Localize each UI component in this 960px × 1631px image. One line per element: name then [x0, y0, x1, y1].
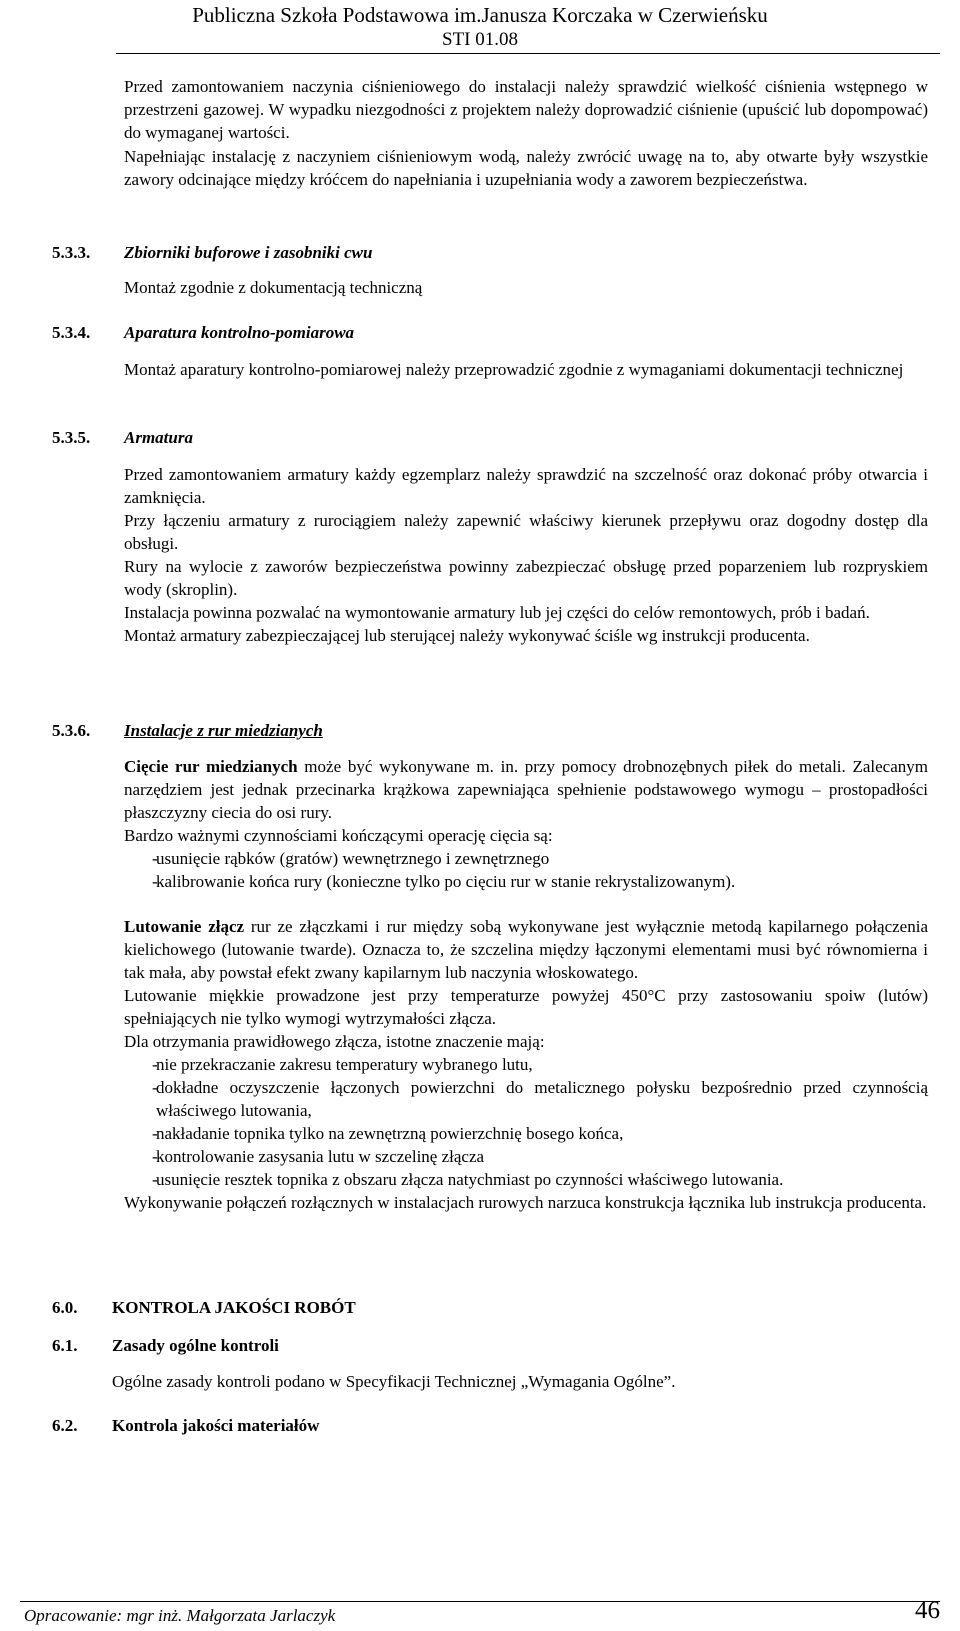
section-body-535 [124, 463, 928, 647]
section-text-61: Ogólne zasady kontroli podano w Specyfikacji Technicznej „Wymagania Ogólne”. [112, 1372, 676, 1391]
page-header [0, 0, 960, 52]
section-title-62: Kontrola jakości materiałów [112, 1416, 320, 1435]
section-title-60: KONTROLA JAKOŚCI ROBÓT [112, 1298, 356, 1317]
intro-paragraph-1 [124, 75, 928, 144]
armatura-paragraph-5: Montaż armatury zabezpieczającej lub sterującej należy wykonywać ściśle wg instrukcji producenta. [124, 626, 810, 645]
section-number-61: 6.1. [52, 1336, 78, 1355]
armatura-paragraph-4: Instalacja powinna pozwalać na wymontowanie armatury lub jej części do celów remontowych, prób i badań. [124, 603, 870, 622]
soft-soldering-paragraph: Lutowanie miękkie prowadzone jest przy temperaturze powyżej 450°C przy zastosowaniu spoiw (lutów) spełniających nie tylko wymogi wytrzymałości złącza. [124, 986, 928, 1028]
cutting-paragraph [124, 755, 928, 824]
list-item: - kalibrowanie końca rury (konieczne tylko po cięciu rur w stanie rekrystalizowanym). [124, 870, 928, 893]
section-text-533: Montaż zgodnie z dokumentacją techniczną [124, 278, 423, 297]
cutting-term: Cięcie rur miedzianych [124, 757, 298, 776]
proper-joint-intro: Dla otrzymania prawidłowego złącza, istotne znaczenie mają: [124, 1032, 545, 1051]
list-item: - usunięcie resztek topnika z obszaru złącza natychmiast po czynności właściwego lutowania. [124, 1168, 928, 1191]
section-number-536: 5.3.6. [52, 721, 91, 740]
armatura-paragraph-1: Przed zamontowaniem armatury każdy egzemplarz należy sprawdzić na szczelność oraz dokonać próby otwarcia i zamknięcia. [124, 465, 928, 507]
cutting-operations-list [124, 847, 928, 893]
proper-joint-list [124, 1053, 928, 1191]
cutting-operations-intro: Bardzo ważnymi czynnościami kończącymi operację cięcia są: [124, 826, 553, 845]
section-number-60: 6.0. [52, 1298, 78, 1317]
armatura-paragraph-2: Przy łączeniu armatury z rurociągiem należy zapewnić właściwy kierunek przepływu oraz dogodny dostęp dla obsługi. [124, 511, 928, 553]
list-item: - kontrolowanie zasysania lutu w szczelinę złącza [124, 1145, 928, 1168]
section-title-533: Zbiorniki buforowe i zasobniki cwu [124, 243, 373, 262]
armatura-paragraph-3: Rury na wylocie z zaworów bezpieczeństwa powinny zabezpieczać obsługę przed poparzeniem lub rozpryskiem wody (skroplin). [124, 557, 928, 599]
header-title: Publiczna Szkoła Podstawowa im.Janusza Korczaka w Czerwieńsku [192, 3, 768, 27]
cutting-text: może być wykonywane m. in. przy pomocy drobnozębnych piłek do metali. Zalecanym narzędziem jest jednak przecinarka krążkowa zapewniająca spełnienie podstawowego wymogu – prostopadłości płaszczyzny ciecia do osi rury. [124, 757, 928, 822]
intro-paragraph-2 [124, 145, 928, 191]
section-text-534: Montaż aparatury kontrolno-pomiarowej należy przeprowadzić zgodnie z wymaganiami dokumentacji technicznej [124, 360, 904, 379]
list-item: - nakładanie topnika tylko na zewnętrzną powierzchnię bosego końca, [124, 1122, 928, 1145]
list-item: - dokładne oczyszczenie łączonych powierzchni do metalicznego połysku bezpośrednio przed czynnością właściwego lutowania, [124, 1076, 928, 1122]
soldering-text: rur ze złączkami i rur między sobą wykonywane jest wyłącznie metodą kapilarnego połączenia kielichowego (lutowanie twarde). Oznacza to, że szczelina między łączonymi elementami musi być równomierna i tak mała, aby powstał efekt zwany kapilarnym lub naczynia włoskowatego. [124, 917, 928, 982]
header-spec-code: STI 01.08 [442, 29, 518, 50]
footer-author: Opracowanie: mgr inż. Małgorzata Jarlaczyk [24, 1606, 336, 1625]
list-item: - nie przekraczanie zakresu temperatury wybranego lutu, [124, 1053, 928, 1076]
section-number-535: 5.3.5. [52, 428, 91, 447]
soldering-paragraph [124, 915, 928, 984]
section-body-536-cutting [124, 755, 928, 893]
section-number-62: 6.2. [52, 1416, 78, 1435]
page-number: 46 [915, 1597, 940, 1624]
section-title-534: Aparatura kontrolno-pomiarowa [124, 323, 355, 342]
header-rule [116, 53, 940, 54]
footer-rule [20, 1601, 940, 1602]
section-title-61: Zasady ogólne kontroli [112, 1336, 279, 1355]
list-item: - usunięcie rąbków (gratów) wewnętrznego i zewnętrznego [124, 847, 928, 870]
section-number-534: 5.3.4. [52, 323, 91, 342]
section-title-536: Instalacje z rur miedzianych [124, 721, 323, 740]
section-number-533: 5.3.3. [52, 243, 91, 262]
section-body-536-soldering [124, 915, 928, 1214]
intro-text-2: Napełniając instalację z naczyniem ciśnieniowym wodą, należy zwrócić uwagę na to, aby otwarte były wszystkie zawory odcinające między króćcem do napełniania i uzupełniania wody a zaworem bezpieczeństwa. [124, 147, 928, 189]
intro-text-1: Przed zamontowaniem naczynia ciśnieniowego do instalacji należy sprawdzić wielkość ciśnienia wstępnego w przestrzeni gazowej. W wypadku niezgodności z projektem należy doprowadzić ciśnienie (upuścić lub dopompować) do wymaganej wartości. [124, 77, 928, 142]
detachable-joints-paragraph: Wykonywanie połączeń rozłącznych w instalacjach rurowych narzuca konstrukcja łącznika lub instrukcja producenta. [124, 1193, 927, 1212]
soldering-term: Lutowanie złącz [124, 917, 245, 936]
section-title-535: Armatura [124, 428, 193, 447]
